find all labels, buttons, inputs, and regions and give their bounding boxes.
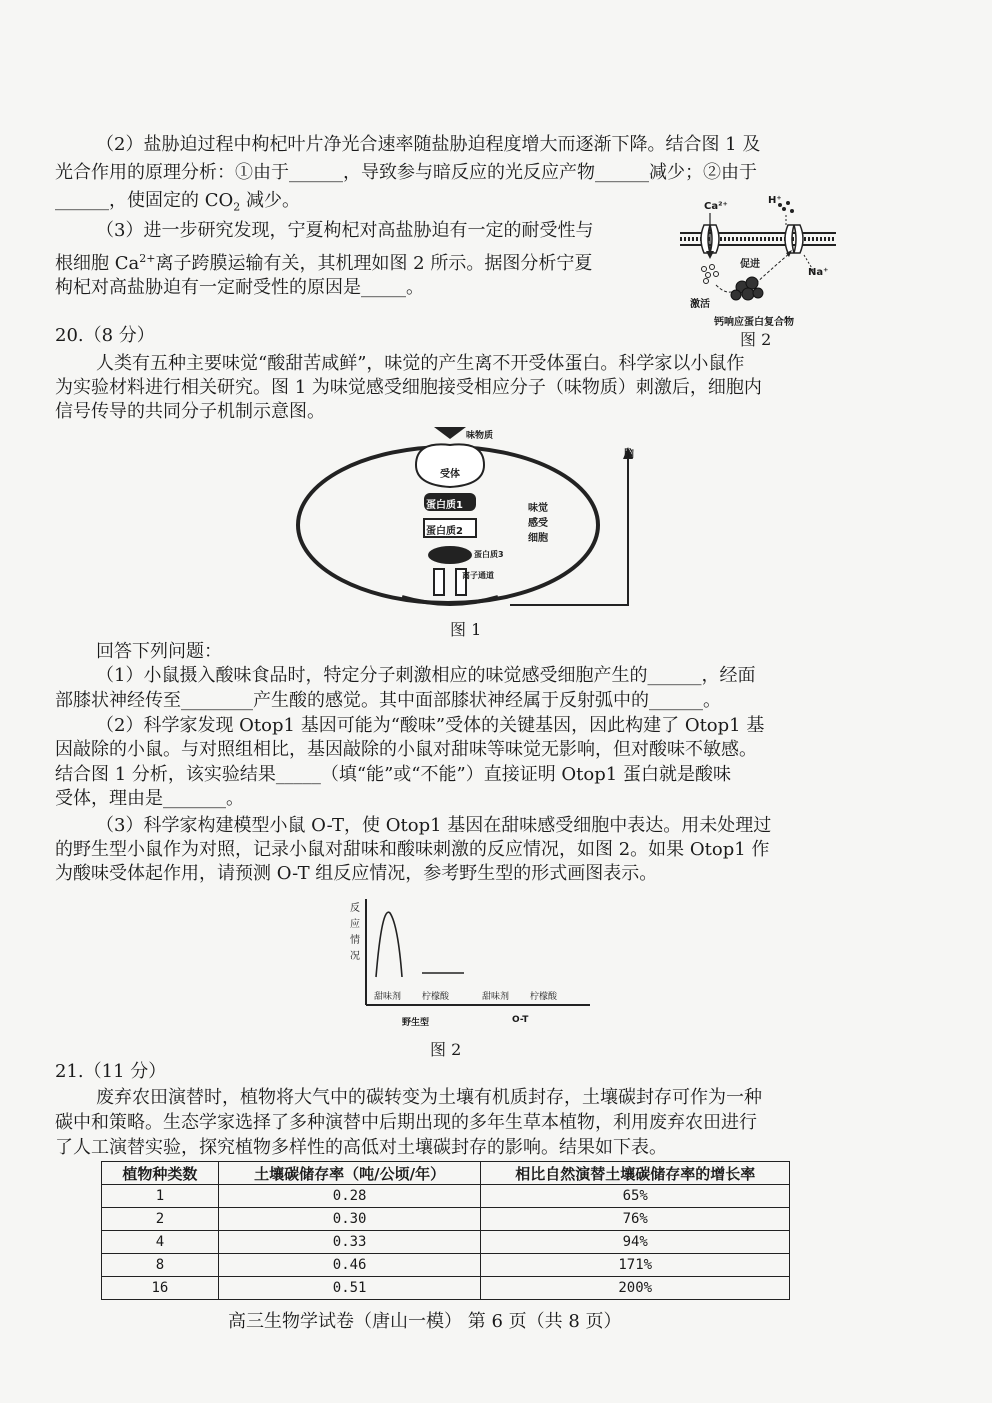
label-brain: 脑	[624, 449, 634, 460]
label-ca: Ca²⁺	[704, 201, 728, 212]
label-protein1: 蛋白质1	[426, 500, 463, 511]
table-row	[102, 1185, 790, 1208]
calcium-response-complex	[731, 277, 763, 300]
q21-header: 21.（11 分）	[55, 1061, 167, 1082]
promote-arrow	[756, 253, 790, 283]
label-protein2: 蛋白质2	[426, 526, 463, 537]
q20-p2-line3: 结合图 1 分析，该实验结果_____（填“能”或“不能”）直接证明 Otop1 蛋白就是酸味	[55, 764, 731, 785]
q19-p2-line1: （2）盐胁迫过程中枸杞叶片净光合速率随盐胁迫程度增大而逐渐下降。结合图 1 及	[96, 134, 761, 155]
table-row	[102, 1208, 790, 1231]
q20-p3-line1: （3）科学家构建模型小鼠 O-T，使 Otop1 基因在甜味感受细胞中表达。用未处理过	[96, 815, 772, 836]
q19-p3-line3: 枸杞对高盐胁迫有一定耐受性的原因是_____。	[55, 277, 424, 298]
tick-3: 甜味剂	[482, 992, 510, 1002]
wildtype-sweet-response	[376, 912, 402, 977]
table-cell: 2	[102, 1208, 219, 1231]
table-cell: 94%	[481, 1231, 790, 1254]
label-channel: 离子通道	[462, 571, 494, 580]
table-cell: 65%	[481, 1185, 790, 1208]
q20-intro-line3: 信号传导的共同分子机制示意图。	[55, 401, 325, 422]
q21-results-table	[101, 1161, 790, 1300]
table-cell: 200%	[481, 1277, 790, 1300]
table-cell: 8	[102, 1254, 219, 1277]
label-receptor: 受体	[440, 469, 460, 480]
label-complex: 钙响应蛋白复合物	[714, 317, 794, 328]
q19-figure2	[676, 195, 846, 350]
q19-p3-line1: （3）进一步研究发现，宁夏枸杞对高盐胁迫有一定的耐受性与	[96, 220, 594, 241]
tick-1: 甜味剂	[374, 992, 402, 1002]
q21-intro-line3: 了人工演替实验，探究植物多样性的高低对土壤碳封存的影响。结果如下表。	[55, 1137, 667, 1158]
col-carbon-rate: 土壤碳储存率（吨/公顷/年）	[218, 1162, 481, 1185]
q20-fig2-caption: 图 2	[430, 1040, 462, 1059]
q20-figure1	[290, 425, 650, 640]
table-cell: 1	[102, 1185, 219, 1208]
col-species-count: 植物种类数	[102, 1162, 219, 1185]
q20-answer-prompt: 回答下列问题：	[96, 641, 222, 662]
table-row	[102, 1277, 790, 1300]
table-cell: 76%	[481, 1208, 790, 1231]
table-cell: 4	[102, 1231, 219, 1254]
label-na: Na⁺	[808, 267, 829, 278]
q20-intro-line1: 人类有五种主要味觉“酸甜苦咸鲜”，味觉的产生离不开受体蛋白。科学家以小鼠作	[96, 353, 745, 374]
table-cell: 0.30	[218, 1208, 481, 1231]
q20-p2-line1: （2）科学家发现 Otop1 基因可能为“酸味”受体的关键基因，因此构建了 Otop1 基	[96, 715, 765, 736]
table-row	[102, 1254, 790, 1277]
q20-p2-line2: 因敲除的小鼠。与对照组相比，基因敲除的小鼠对甜味等味觉无影响，但对酸味不敏感。	[55, 739, 757, 760]
label-taste-cell: 味觉感受细胞	[528, 503, 548, 544]
table-cell: 0.46	[218, 1254, 481, 1277]
group-ot: O-T	[512, 1015, 529, 1025]
table-cell: 171%	[481, 1254, 790, 1277]
tick-2: 柠檬酸	[422, 992, 450, 1002]
page-footer: 高三生物学试卷（唐山一模） 第 6 页（共 8 页）	[228, 1311, 622, 1332]
table-cell: 0.28	[218, 1185, 481, 1208]
q20-fig1-caption: 图 1	[450, 620, 482, 639]
y-axis-label: 反应情况	[350, 903, 360, 962]
table-row	[102, 1231, 790, 1254]
label-tastant: 味物质	[466, 431, 494, 441]
q21-intro-line2: 碳中和策略。生态学家选择了多种演替中后期出现的多年生草本植物，利用废弃农田进行	[55, 1112, 757, 1133]
table-cell: 0.51	[218, 1277, 481, 1300]
q20-intro-line2: 为实验材料进行相关研究。图 1 为味觉感受细胞接受相应分子（味物质）刺激后，细胞内	[55, 377, 762, 398]
col-growth-rate: 相比自然演替土壤碳储存率的增长率	[481, 1162, 790, 1185]
q20-p1-line2: 部膝状神经传至________产生酸的感觉。其中面部膝状神经属于反射弧中的______。	[55, 690, 721, 711]
q20-p2-line4: 受体，理由是_______。	[55, 788, 244, 809]
tick-4: 柠檬酸	[530, 992, 558, 1002]
table-cell: 16	[102, 1277, 219, 1300]
q19-p2-line2: 光合作用的原理分析：①由于______，导致参与暗反应的光反应产物______减少；②由于	[55, 162, 757, 183]
protein3-shape	[428, 546, 472, 564]
q20-figure2	[348, 895, 598, 1060]
q20-p1-line1: （1）小鼠摄入酸味食品时，特定分子刺激相应的味觉感受细胞产生的______，经面	[96, 665, 756, 686]
label-activate: 激活	[690, 299, 710, 310]
q19-fig2-caption: 图 2	[740, 330, 772, 349]
group-wildtype: 野生型	[402, 1018, 430, 1028]
q20-p3-line2: 的野生型小鼠作为对照，记录小鼠对甜味和酸味刺激的反应情况，如图 2。如果 Otop1 作	[55, 839, 770, 860]
label-protein3: 蛋白质3	[474, 550, 504, 559]
label-h: H⁺	[768, 195, 782, 206]
q19-p2-line3: ______，使固定的 $CO_2$ 减少。	[55, 190, 300, 214]
q19-p3-line2: 根细胞 $Ca^{2+}$离子跨膜运输有关，其机理如图 2 所示。据图分析宁夏	[55, 252, 593, 274]
table-header-row	[102, 1162, 790, 1185]
q21-intro-line1: 废弃农田演替时，植物将大气中的碳转变为土壤有机质封存，土壤碳封存可作为一种	[96, 1087, 762, 1108]
q20-p3-line3: 为酸味受体起作用，请预测 O-T 组反应情况，参考野生型的形式画图表示。	[55, 863, 658, 884]
table-cell: 0.33	[218, 1231, 481, 1254]
q20-header: 20.（8 分）	[55, 325, 155, 346]
label-promote: 促进	[740, 259, 760, 270]
tastant-triangle	[434, 427, 466, 439]
